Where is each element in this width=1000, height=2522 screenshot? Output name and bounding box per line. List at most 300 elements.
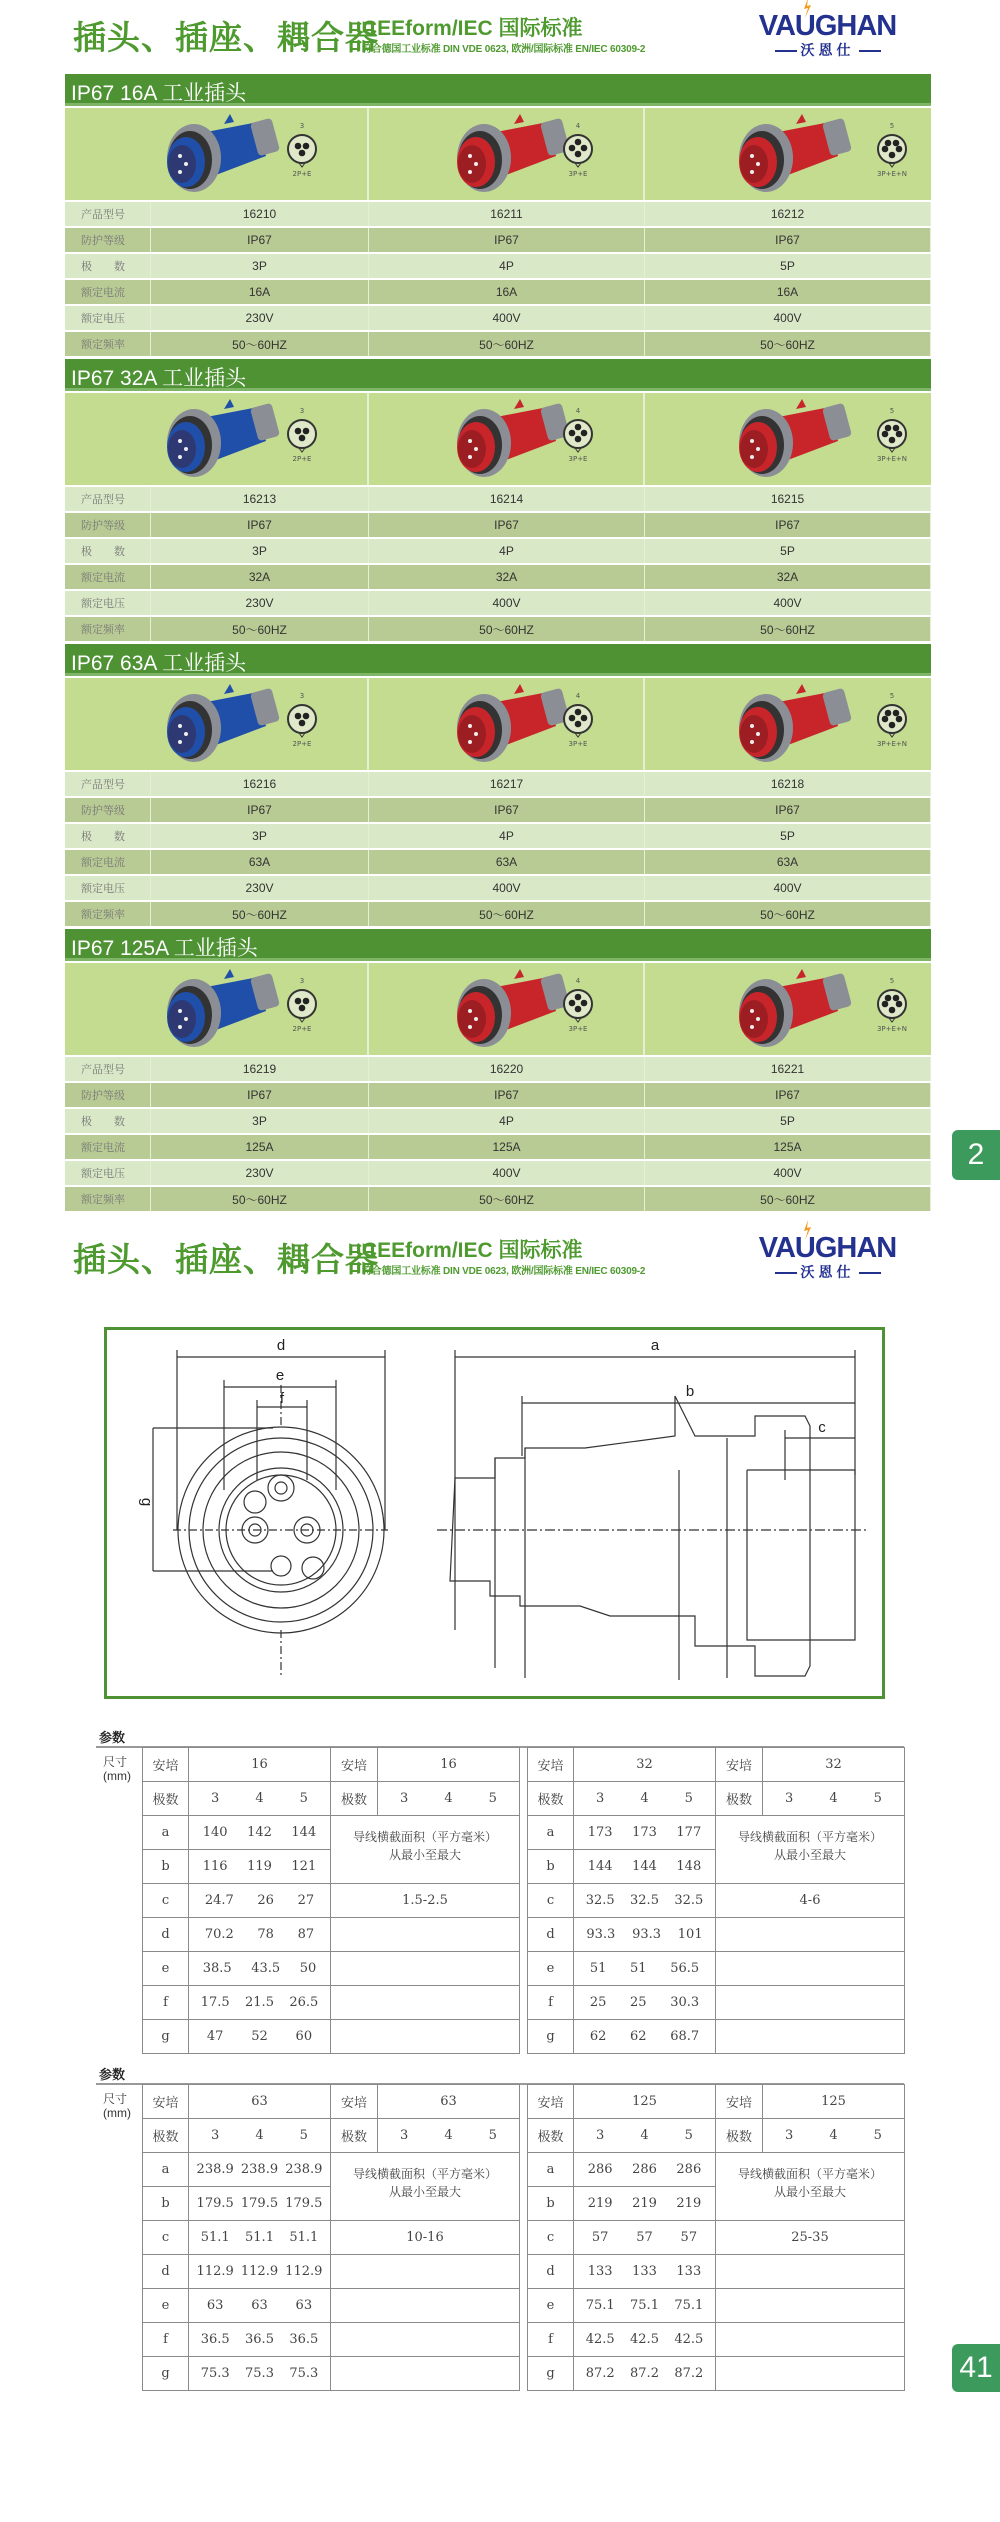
dimension-letter: f bbox=[143, 1986, 189, 2020]
amp-value: 125 bbox=[763, 2085, 905, 2119]
pin-count: 5 bbox=[889, 407, 895, 415]
dimension-value: 60 bbox=[295, 2029, 313, 2044]
values-group bbox=[189, 2332, 330, 2347]
product-section bbox=[65, 74, 931, 359]
spec-value: 400V bbox=[369, 306, 645, 330]
values-group bbox=[189, 2196, 330, 2211]
dimension-value: 144 bbox=[632, 1859, 657, 1874]
pin-count: 3 bbox=[299, 407, 305, 415]
spec-row-voltage bbox=[65, 306, 931, 330]
empty-cell bbox=[716, 1918, 905, 1952]
spec-value: 230V bbox=[151, 591, 369, 615]
pole-count: 3 bbox=[211, 2128, 220, 2143]
spec-value: 230V bbox=[151, 876, 369, 900]
spec-value: 63A bbox=[645, 850, 931, 874]
dimension-value: 219 bbox=[587, 2196, 613, 2211]
spec-row-ip bbox=[65, 228, 931, 252]
empty-cell bbox=[331, 1986, 520, 2020]
product-image-row bbox=[65, 963, 931, 1055]
dimension-value: 101 bbox=[677, 1927, 703, 1942]
spec-value: 50～60HZ bbox=[151, 332, 369, 356]
dimension-letter: d bbox=[528, 1918, 574, 1952]
catalog-title: 插头、插座、耦合器 bbox=[73, 1240, 379, 1279]
red-plug-image bbox=[718, 112, 858, 196]
spec-row-freq bbox=[65, 332, 931, 356]
pin-count: 5 bbox=[889, 692, 895, 700]
pin-diagram bbox=[277, 122, 327, 178]
amp-value: 16 bbox=[378, 1748, 520, 1782]
spec-label: 防护等级 bbox=[65, 228, 151, 252]
spec-label: 产品型号 bbox=[65, 772, 151, 796]
page-number-badge: 2 bbox=[952, 1130, 1000, 1180]
pin-layout-icon bbox=[874, 702, 910, 738]
empty-cell bbox=[716, 2323, 905, 2357]
spec-value: 50～60HZ bbox=[645, 332, 931, 356]
pole-count: 5 bbox=[488, 1791, 497, 1806]
standard-subtitle: 符合德国工业标准 DIN VDE 0623, 欧洲/国际标准 EN/IEC 60309-2 bbox=[362, 44, 646, 55]
dimension-values bbox=[574, 1816, 716, 1850]
dimension-values bbox=[189, 2255, 331, 2289]
values-group bbox=[189, 2298, 330, 2313]
spec-value: 4P bbox=[369, 539, 645, 563]
wire-section-range: 4-6 bbox=[716, 1884, 905, 1918]
dimension-value: 78 bbox=[257, 1927, 274, 1942]
values-group bbox=[189, 2029, 330, 2044]
dimension-letter: e bbox=[528, 1952, 574, 1986]
dimension-value: 238.9 bbox=[196, 2162, 234, 2177]
dimension-values bbox=[574, 2323, 716, 2357]
spec-value: 32A bbox=[369, 565, 645, 589]
dimension-value: 42.5 bbox=[585, 2332, 615, 2347]
blue-plug-image bbox=[146, 112, 286, 196]
spec-value: 125A bbox=[369, 1135, 645, 1159]
spec-value: 5P bbox=[645, 824, 931, 848]
spec-label: 极 数 bbox=[65, 1109, 151, 1133]
pole-count: 4 bbox=[640, 2128, 649, 2143]
spec-row-voltage bbox=[65, 876, 931, 900]
spec-value: IP67 bbox=[645, 798, 931, 822]
spec-label: 额定电流 bbox=[65, 565, 151, 589]
dimension-letter: g bbox=[528, 2020, 574, 2054]
values-group bbox=[574, 2332, 715, 2347]
spec-value: 16216 bbox=[151, 772, 369, 796]
spec-label: 额定频率 bbox=[65, 1187, 151, 1211]
logo-cn: 沃恩仕 bbox=[750, 1262, 905, 1282]
dimension-values bbox=[574, 2221, 716, 2255]
dim-label-c: c bbox=[818, 1419, 826, 1436]
product-image-cell bbox=[369, 963, 645, 1055]
dimension-value: 68.7 bbox=[670, 2029, 700, 2044]
product-section bbox=[65, 929, 931, 1214]
values-group bbox=[574, 2128, 715, 2143]
dimension-value: 238.9 bbox=[285, 2162, 323, 2177]
dimension-value: 75.1 bbox=[630, 2298, 659, 2313]
spec-row-poles bbox=[65, 824, 931, 848]
logo-brand: VAUGHAN bbox=[758, 10, 897, 42]
spec-value: 16214 bbox=[369, 487, 645, 511]
spec-label: 极 数 bbox=[65, 824, 151, 848]
spec-row-current bbox=[65, 565, 931, 589]
product-image-cell bbox=[645, 678, 931, 770]
red-plug-image bbox=[718, 682, 858, 766]
dimension-values bbox=[189, 2289, 331, 2323]
dimension-value: 51 bbox=[630, 1961, 647, 1976]
spec-value: 16218 bbox=[645, 772, 931, 796]
spec-value: 50～60HZ bbox=[369, 332, 645, 356]
dimension-value: 133 bbox=[632, 2264, 657, 2279]
amp-value: 125 bbox=[574, 2085, 716, 2119]
wire-section-note: 导线横截面积（平方毫米） 从最小至最大 bbox=[331, 2153, 520, 2221]
values-group bbox=[189, 1995, 330, 2010]
spec-value: 50～60HZ bbox=[645, 617, 931, 641]
spec-value: 4P bbox=[369, 1109, 645, 1133]
pin-layout-icon bbox=[284, 417, 320, 453]
pole-count: 4 bbox=[640, 1791, 649, 1806]
values-group bbox=[763, 1791, 904, 1806]
dimension-value: 179.5 bbox=[196, 2196, 234, 2211]
product-image-row bbox=[65, 678, 931, 770]
dimension-values bbox=[574, 1952, 716, 1986]
empty-cell bbox=[716, 2289, 905, 2323]
pin-config-label: 2P+E bbox=[292, 740, 312, 748]
values-group bbox=[574, 2029, 715, 2044]
dim-label-d: d bbox=[276, 1337, 286, 1354]
pin-layout-icon bbox=[874, 132, 910, 168]
dimension-value: 27 bbox=[297, 1893, 315, 1908]
dimension-letter: b bbox=[143, 2187, 189, 2221]
dimension-value: 112.9 bbox=[240, 2264, 279, 2279]
dimension-value: 57 bbox=[591, 2230, 609, 2245]
dim-label-b: b bbox=[685, 1383, 695, 1400]
pole-count: 5 bbox=[873, 1791, 882, 1806]
section-title: IP67 32A 工业插头 bbox=[65, 359, 931, 391]
pin-layout-icon bbox=[874, 417, 910, 453]
pole-count: 3 bbox=[211, 1791, 220, 1806]
dimension-value: 93.3 bbox=[586, 1927, 616, 1942]
page-number-badge: 41 bbox=[952, 2344, 1000, 2392]
values-group bbox=[189, 1825, 330, 1840]
product-image-cell bbox=[645, 393, 931, 485]
product-image-cell bbox=[645, 963, 931, 1055]
spec-label: 额定频率 bbox=[65, 902, 151, 926]
amp-value: 63 bbox=[378, 2085, 520, 2119]
values-group bbox=[574, 1927, 715, 1942]
spec-value: 5P bbox=[645, 254, 931, 278]
empty-cell bbox=[331, 2357, 520, 2391]
poles-values bbox=[763, 2119, 905, 2153]
values-group bbox=[574, 2298, 715, 2313]
empty-cell bbox=[331, 2289, 520, 2323]
spec-row-poles bbox=[65, 539, 931, 563]
spec-row-voltage bbox=[65, 1161, 931, 1185]
spec-value: 50～60HZ bbox=[369, 1187, 645, 1211]
spec-value: IP67 bbox=[369, 228, 645, 252]
values-group bbox=[189, 2230, 330, 2245]
values-group bbox=[189, 2264, 330, 2279]
spec-value: 16211 bbox=[369, 202, 645, 226]
amp-value: 32 bbox=[574, 1748, 716, 1782]
dimension-letter: d bbox=[143, 2255, 189, 2289]
spec-value: 16221 bbox=[645, 1057, 931, 1081]
pin-count: 3 bbox=[299, 977, 305, 985]
dimension-value: 75.3 bbox=[245, 2366, 274, 2381]
spec-value: 16212 bbox=[645, 202, 931, 226]
values-group bbox=[189, 2128, 330, 2143]
dimension-value: 112.9 bbox=[285, 2264, 323, 2279]
dimension-values bbox=[189, 1952, 331, 1986]
spec-label: 产品型号 bbox=[65, 1057, 151, 1081]
values-group bbox=[574, 2162, 715, 2177]
dimension-value: 36.5 bbox=[245, 2332, 274, 2347]
section-title: IP67 63A 工业插头 bbox=[65, 644, 931, 676]
pin-layout-icon bbox=[284, 132, 320, 168]
spec-value: 5P bbox=[645, 539, 931, 563]
dimension-value: 51 bbox=[589, 1961, 607, 1976]
spec-value: 230V bbox=[151, 1161, 369, 1185]
pin-count: 5 bbox=[889, 977, 895, 985]
amp-label: 安培 bbox=[143, 1748, 189, 1782]
catalog-header-2 bbox=[0, 1222, 1000, 1282]
poles-label: 极数 bbox=[331, 1782, 378, 1816]
poles-values bbox=[378, 1782, 520, 1816]
dimension-value: 57 bbox=[680, 2230, 698, 2245]
pin-count: 3 bbox=[299, 692, 305, 700]
pin-config-label: 3P+E+N bbox=[876, 740, 908, 748]
dimension-letter: f bbox=[143, 2323, 189, 2357]
spec-row-model bbox=[65, 1057, 931, 1081]
empty-cell bbox=[716, 1952, 905, 1986]
dimension-values bbox=[189, 1986, 331, 2020]
pole-count: 5 bbox=[299, 2128, 308, 2143]
pole-count: 3 bbox=[400, 2128, 409, 2143]
dim-label-f: f bbox=[279, 1390, 285, 1407]
dimension-value: 50 bbox=[299, 1961, 317, 1976]
dimension-value: 177 bbox=[676, 1825, 702, 1840]
values-group bbox=[378, 2128, 519, 2143]
pole-count: 4 bbox=[829, 2128, 838, 2143]
dimension-letter: c bbox=[143, 1884, 189, 1918]
spec-value: 400V bbox=[369, 1161, 645, 1185]
spec-value: 3P bbox=[151, 254, 369, 278]
dimension-values bbox=[574, 2187, 716, 2221]
pin-diagram bbox=[277, 407, 327, 463]
dimension-values bbox=[189, 1816, 331, 1850]
pin-layout-icon bbox=[284, 987, 320, 1023]
standard-title: CEEform/IEC 国际标准 bbox=[362, 17, 583, 40]
pole-count: 5 bbox=[488, 2128, 497, 2143]
pole-count: 4 bbox=[255, 2128, 264, 2143]
spec-value: IP67 bbox=[369, 798, 645, 822]
spec-label: 极 数 bbox=[65, 254, 151, 278]
wire-section-range: 25-35 bbox=[716, 2221, 905, 2255]
poles-label: 极数 bbox=[143, 2119, 189, 2153]
dimension-value: 70.2 bbox=[204, 1927, 234, 1942]
pin-layout-icon bbox=[560, 987, 596, 1023]
dimension-value: 133 bbox=[676, 2264, 702, 2279]
dimension-value: 219 bbox=[632, 2196, 657, 2211]
dim-label-g: g bbox=[138, 1497, 155, 1507]
product-section bbox=[65, 644, 931, 929]
dimension-letter: b bbox=[143, 1850, 189, 1884]
logo-brand: VAUGHAN bbox=[758, 1232, 897, 1264]
spec-value: 16220 bbox=[369, 1057, 645, 1081]
section-title: IP67 16A 工业插头 bbox=[65, 74, 931, 106]
red-plug-image bbox=[718, 397, 858, 481]
spec-value: 4P bbox=[369, 824, 645, 848]
pole-count: 5 bbox=[684, 1791, 693, 1806]
pole-count: 5 bbox=[873, 2128, 882, 2143]
spec-label: 额定电压 bbox=[65, 876, 151, 900]
pin-diagram bbox=[867, 977, 917, 1033]
dimension-value: 52 bbox=[251, 2029, 268, 2044]
dimension-value: 24.7 bbox=[204, 1893, 234, 1908]
spec-value: 400V bbox=[645, 876, 931, 900]
empty-cell bbox=[331, 2255, 520, 2289]
pole-count: 3 bbox=[596, 1791, 605, 1806]
spec-label: 额定频率 bbox=[65, 617, 151, 641]
dimension-value: 286 bbox=[632, 2162, 657, 2177]
amp-label: 安培 bbox=[528, 2085, 574, 2119]
spec-value: 50～60HZ bbox=[151, 902, 369, 926]
pin-diagram bbox=[867, 692, 917, 748]
spec-label: 产品型号 bbox=[65, 202, 151, 226]
spec-value: 16A bbox=[645, 280, 931, 304]
spec-value: 50～60HZ bbox=[369, 902, 645, 926]
pin-diagram bbox=[553, 407, 603, 463]
spec-label: 防护等级 bbox=[65, 513, 151, 537]
dimension-value: 42.5 bbox=[674, 2332, 704, 2347]
values-group bbox=[189, 1927, 330, 1942]
dimension-value: 62 bbox=[630, 2029, 647, 2044]
product-image-cell bbox=[369, 678, 645, 770]
dimension-value: 75.1 bbox=[585, 2298, 615, 2313]
pin-config-label: 3P+E bbox=[568, 740, 588, 748]
empty-cell bbox=[716, 2255, 905, 2289]
catalog-title: 插头、插座、耦合器 bbox=[73, 18, 379, 57]
dimension-values bbox=[189, 2020, 331, 2054]
dimension-value: 87.2 bbox=[585, 2366, 615, 2381]
pole-count: 4 bbox=[829, 1791, 838, 1806]
values-group bbox=[189, 2366, 330, 2381]
dimension-value: 75.3 bbox=[289, 2366, 319, 2381]
dimension-values bbox=[574, 2020, 716, 2054]
param-table bbox=[527, 1747, 905, 2054]
dimension-letter: g bbox=[143, 2020, 189, 2054]
dimension-value: 38.5 bbox=[202, 1961, 232, 1976]
amp-label: 安培 bbox=[716, 1748, 763, 1782]
standard-subtitle: 符合德国工业标准 DIN VDE 0623, 欧洲/国际标准 EN/IEC 60309-2 bbox=[362, 1266, 646, 1277]
param-table bbox=[142, 1747, 520, 2054]
empty-cell bbox=[716, 2020, 905, 2054]
dimension-value: 62 bbox=[589, 2029, 607, 2044]
dimension-value: 121 bbox=[291, 1859, 317, 1874]
pin-count: 4 bbox=[575, 407, 581, 415]
dimension-letter: a bbox=[528, 1816, 574, 1850]
amp-value: 32 bbox=[763, 1748, 905, 1782]
product-image-cell bbox=[65, 108, 369, 200]
dimension-values bbox=[189, 2153, 331, 2187]
pin-layout-icon bbox=[560, 702, 596, 738]
dimension-values bbox=[574, 2357, 716, 2391]
poles-label: 极数 bbox=[528, 1782, 574, 1816]
blue-plug-image bbox=[146, 967, 286, 1051]
dimension-value: 21.5 bbox=[245, 1995, 274, 2010]
dimension-value: 32.5 bbox=[630, 1893, 659, 1908]
dimension-value: 32.5 bbox=[585, 1893, 615, 1908]
amp-label: 安培 bbox=[143, 2085, 189, 2119]
wire-section-note: 导线横截面积（平方毫米） 从最小至最大 bbox=[331, 1816, 520, 1884]
plug-dimension-diagram bbox=[107, 1330, 882, 1696]
logo-cn: 沃恩仕 bbox=[750, 40, 905, 60]
dimension-value: 133 bbox=[587, 2264, 613, 2279]
section-title: IP67 125A 工业插头 bbox=[65, 929, 931, 961]
dimension-value: 25 bbox=[630, 1995, 647, 2010]
dimension-values bbox=[189, 2323, 331, 2357]
dimension-values bbox=[574, 1986, 716, 2020]
spec-value: 16A bbox=[369, 280, 645, 304]
dimension-letter: c bbox=[528, 2221, 574, 2255]
spec-row-freq bbox=[65, 902, 931, 926]
pin-config-label: 3P+E+N bbox=[876, 1025, 908, 1033]
spec-value: 50～60HZ bbox=[645, 902, 931, 926]
dimension-letter: g bbox=[528, 2357, 574, 2391]
pin-config-label: 3P+E bbox=[568, 455, 588, 463]
wire-section-note: 导线横截面积（平方毫米） 从最小至最大 bbox=[716, 2153, 905, 2221]
dimension-value: 57 bbox=[636, 2230, 653, 2245]
dimension-value: 179.5 bbox=[240, 2196, 279, 2211]
empty-cell bbox=[331, 2020, 520, 2054]
pin-layout-icon bbox=[284, 702, 320, 738]
pin-config-label: 3P+E+N bbox=[876, 455, 908, 463]
values-group bbox=[189, 1961, 330, 1976]
dimension-values bbox=[189, 2221, 331, 2255]
param-table bbox=[527, 2084, 905, 2391]
dimension-value: 26.5 bbox=[289, 1995, 319, 2010]
vaughan-logo bbox=[750, 0, 905, 59]
amp-value: 63 bbox=[189, 2085, 331, 2119]
dimension-value: 25 bbox=[589, 1995, 607, 2010]
dimension-letter: a bbox=[143, 2153, 189, 2187]
pin-count: 4 bbox=[575, 977, 581, 985]
pin-layout-icon bbox=[560, 417, 596, 453]
dimension-letter: a bbox=[528, 2153, 574, 2187]
dimension-value: 219 bbox=[676, 2196, 702, 2211]
spec-row-current bbox=[65, 280, 931, 304]
spec-label: 额定电流 bbox=[65, 850, 151, 874]
dimension-value: 75.3 bbox=[200, 2366, 230, 2381]
dimension-drawing bbox=[104, 1327, 885, 1699]
spec-value: 16210 bbox=[151, 202, 369, 226]
pin-config-label: 2P+E bbox=[292, 455, 312, 463]
spec-label: 额定电压 bbox=[65, 306, 151, 330]
pole-count: 3 bbox=[785, 1791, 794, 1806]
pin-layout-icon bbox=[874, 987, 910, 1023]
dimension-value: 144 bbox=[587, 1859, 613, 1874]
dimension-value: 87 bbox=[297, 1927, 315, 1942]
product-image-cell bbox=[65, 393, 369, 485]
spec-label: 防护等级 bbox=[65, 1083, 151, 1107]
values-group bbox=[574, 2196, 715, 2211]
wire-section-range: 10-16 bbox=[331, 2221, 520, 2255]
dimension-value: 116 bbox=[202, 1859, 228, 1874]
spec-value: IP67 bbox=[151, 798, 369, 822]
spec-row-model bbox=[65, 772, 931, 796]
poles-values bbox=[574, 2119, 716, 2153]
spec-label: 额定电压 bbox=[65, 1161, 151, 1185]
dimension-letter: f bbox=[528, 1986, 574, 2020]
poles-label: 极数 bbox=[143, 1782, 189, 1816]
dimension-value: 142 bbox=[247, 1825, 272, 1840]
